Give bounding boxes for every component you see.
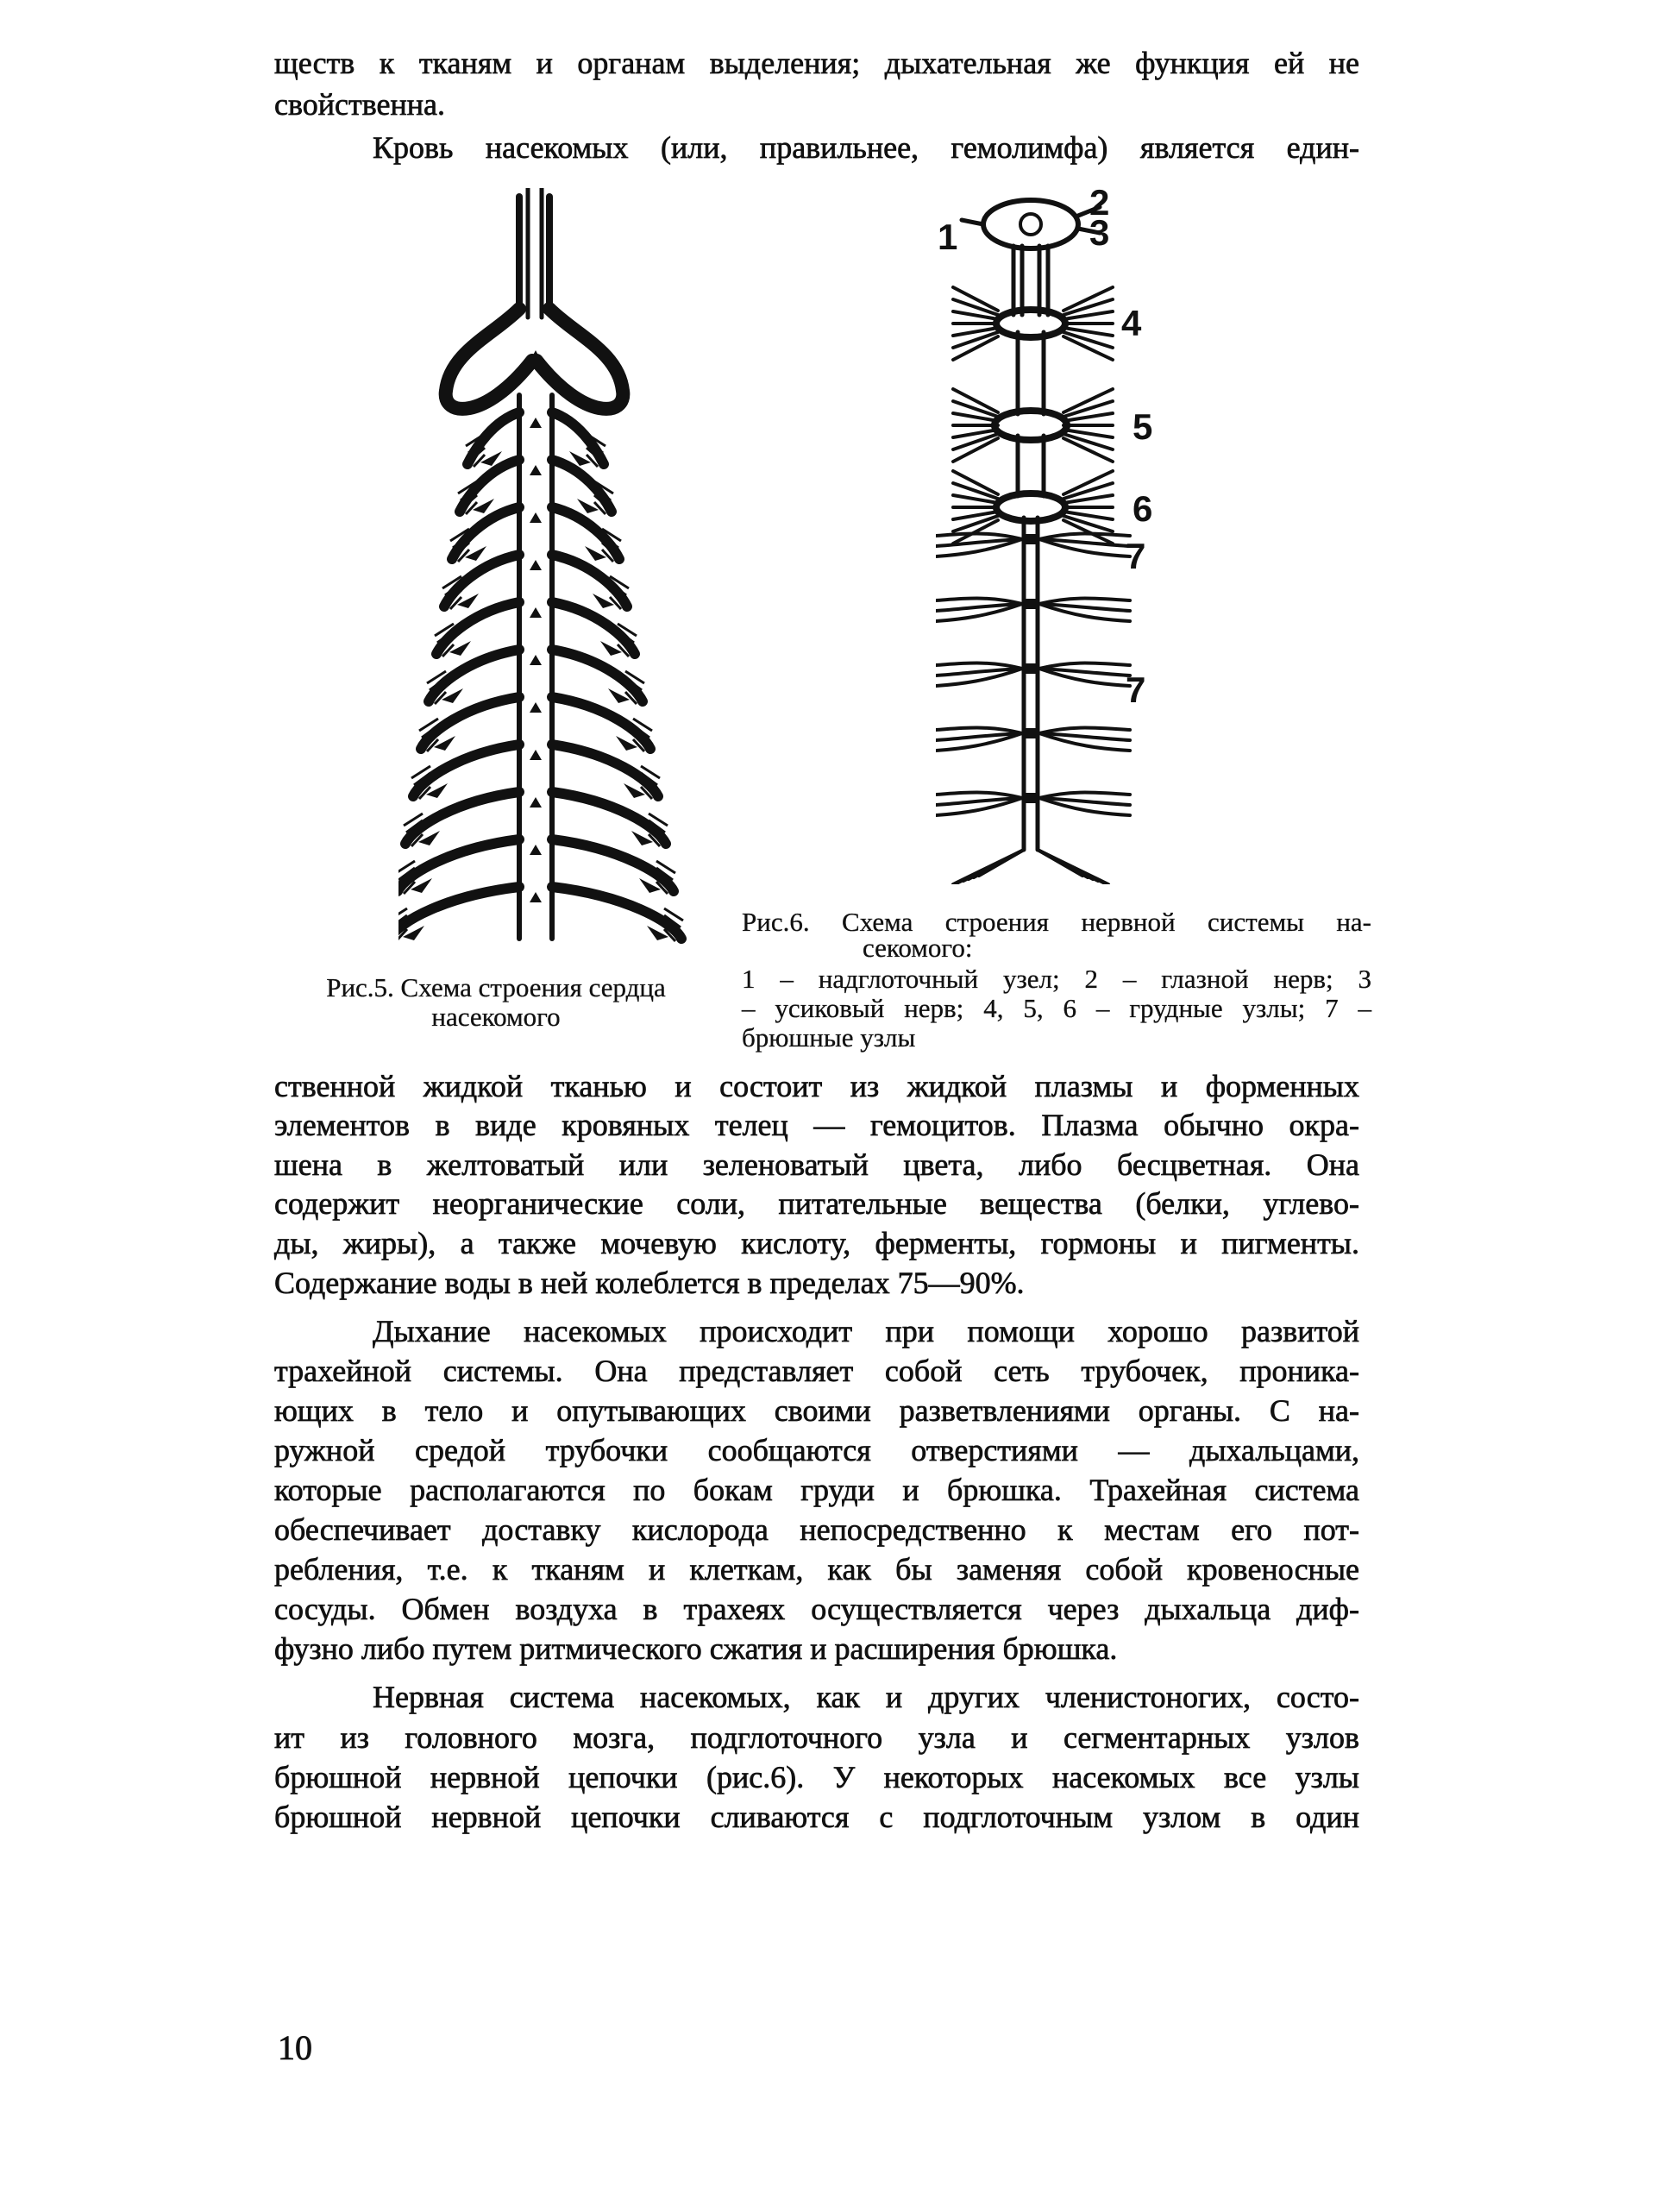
ostium-arrow-icon — [457, 594, 479, 608]
text-line: свойственна. — [274, 87, 445, 122]
text-line: ит из головного мозга, подглоточного узла и сегментарных узлов — [274, 1720, 1359, 1755]
ostium-arrow-icon — [577, 499, 599, 513]
nerve-branch — [953, 850, 1024, 884]
ostium-arrow-icon — [426, 783, 448, 798]
heart-segment-wall — [398, 839, 519, 891]
flow-arrow-icon — [530, 418, 542, 428]
flow-arrow-icon — [530, 702, 542, 713]
flow-arrow-icon — [530, 845, 542, 855]
text-line: трахейной системы. Она представляет собой сеть трубочек, проника- — [274, 1354, 1359, 1388]
figure-6-caption-title: секомого: — [863, 933, 973, 963]
text-line: Нервная система насекомых, как и других членистоногих, состо- — [373, 1680, 1359, 1714]
text-line: ды, жиры), а также мочевую кислоту, ферменты, гормоны и пигменты. — [274, 1226, 1359, 1260]
abdominal-ganglion — [1022, 728, 1039, 738]
abdominal-ganglion — [1022, 534, 1039, 544]
ostium-arrow-icon — [465, 546, 486, 561]
figure-6-nervous-system-diagram — [936, 185, 1220, 884]
text-line: которые располагаются по бокам груди и брюшка. Трахейная система — [274, 1473, 1359, 1507]
ostium-arrow-icon — [600, 641, 622, 656]
ostium-arrow-icon — [593, 594, 614, 608]
flow-arrow-icon — [530, 607, 542, 618]
figure-6-label: 4 — [1121, 303, 1142, 343]
ostium-arrow-icon — [434, 736, 455, 751]
flow-arrow-icon — [530, 512, 542, 523]
flow-arrow-icon — [530, 892, 542, 902]
text-line: сосуды. Обмен воздуха в трахеях осуществляется через дыхальца диф- — [274, 1592, 1359, 1626]
figure-6-legend-line: – усиковый нерв; 4, 5, 6 – грудные узлы; 7 – — [742, 993, 1371, 1023]
figure-5-heart-diagram — [398, 188, 709, 947]
text-line: содержит неорганические соли, питательные вещества (белки, углево- — [274, 1186, 1359, 1221]
figure-6-legend-line: брюшные узлы — [742, 1022, 916, 1053]
figure-6-label: 7 — [1126, 669, 1146, 710]
figure-6-caption-title: Рис.6. Схема строения нервной системы на- — [742, 907, 1371, 937]
figure-5-caption — [280, 973, 712, 1032]
text-line: Кровь насекомых (или, правильнее, гемолимфа) является един- — [373, 130, 1359, 165]
flow-arrow-icon — [530, 655, 542, 665]
ostium-arrow-icon — [608, 688, 630, 703]
figure-6-label: 7 — [1126, 536, 1146, 576]
text-line: ществ к тканям и органам выделения; дыхательная же функция ей не — [274, 46, 1359, 80]
ostium-arrow-icon — [585, 546, 606, 561]
page-number: 10 — [278, 2028, 312, 2067]
figure-5-caption-line: насекомого — [431, 1002, 561, 1032]
figure-6-label: 6 — [1133, 488, 1153, 529]
text-line: Дыхание насекомых происходит при помощи хорошо развитой — [373, 1314, 1359, 1348]
text-line: шена в желтоватый или зеленоватый цвета, либо бесцветная. Она — [274, 1147, 1359, 1182]
heart-segment-wall — [552, 887, 681, 939]
abdominal-ganglion — [1022, 599, 1039, 609]
text-line: Содержание воды в ней колеблется в пределах 75—90%. — [274, 1266, 1025, 1300]
text-line: брюшной нервной цепочки (рис.6). У некоторых насекомых все узлы — [274, 1760, 1359, 1794]
text-line: обеспечивает доставку кислорода непосредственно к местам его пот- — [274, 1512, 1359, 1547]
text-line: ружной средой трубочки сообщаются отверстиями — дыхальцами, — [274, 1433, 1359, 1467]
figure-5-caption-line: Рис.5. Схема строения сердца — [326, 972, 666, 1002]
flow-arrow-icon — [530, 465, 542, 475]
ostium-arrow-icon — [616, 736, 637, 751]
heart-segment-wall — [429, 650, 519, 701]
figure-6-legend-line: 1 – надглоточный узел; 2 – глазной нерв; 3 — [742, 964, 1371, 994]
ostium-arrow-icon — [473, 499, 494, 513]
heart-segment-wall — [552, 650, 643, 701]
figure-6-label: 1 — [938, 217, 958, 257]
figure-6-legend — [742, 965, 1371, 1053]
figure-6-label: 2 — [1089, 185, 1110, 223]
text-line: ребления, т.е. к тканям и клеткам, как бы заменяя собой кровеносные — [274, 1552, 1359, 1587]
ostium-arrow-icon — [442, 688, 463, 703]
text-line: ственной жидкой тканью и состоит из жидкой плазмы и форменных — [274, 1069, 1359, 1103]
ostium-arrow-icon — [449, 641, 471, 656]
ostium-arrow-icon — [624, 783, 645, 798]
figure-6-label: 3 — [1089, 212, 1110, 253]
text-line: элементов в виде кровяных телец — гемоцитов. Плазма обычно окра- — [274, 1108, 1359, 1142]
text-line: ющих в тело и опутывающих своими разветвлениями органы. С на- — [274, 1393, 1359, 1428]
abdominal-ganglion — [1022, 793, 1039, 803]
abdominal-ganglion — [1022, 663, 1039, 674]
nerve-branch — [1038, 850, 1108, 884]
flow-arrow-icon — [530, 797, 542, 808]
flow-arrow-icon — [530, 750, 542, 760]
flow-arrow-icon — [530, 560, 542, 570]
figure-6-label: 5 — [1133, 406, 1153, 447]
heart-segment-wall — [552, 839, 674, 891]
text-line: фузно либо путем ритмического сжатия и расширения брюшка. — [274, 1631, 1118, 1666]
text-line: брюшной нервной цепочки сливаются с подглоточным узлом в один — [274, 1800, 1359, 1834]
